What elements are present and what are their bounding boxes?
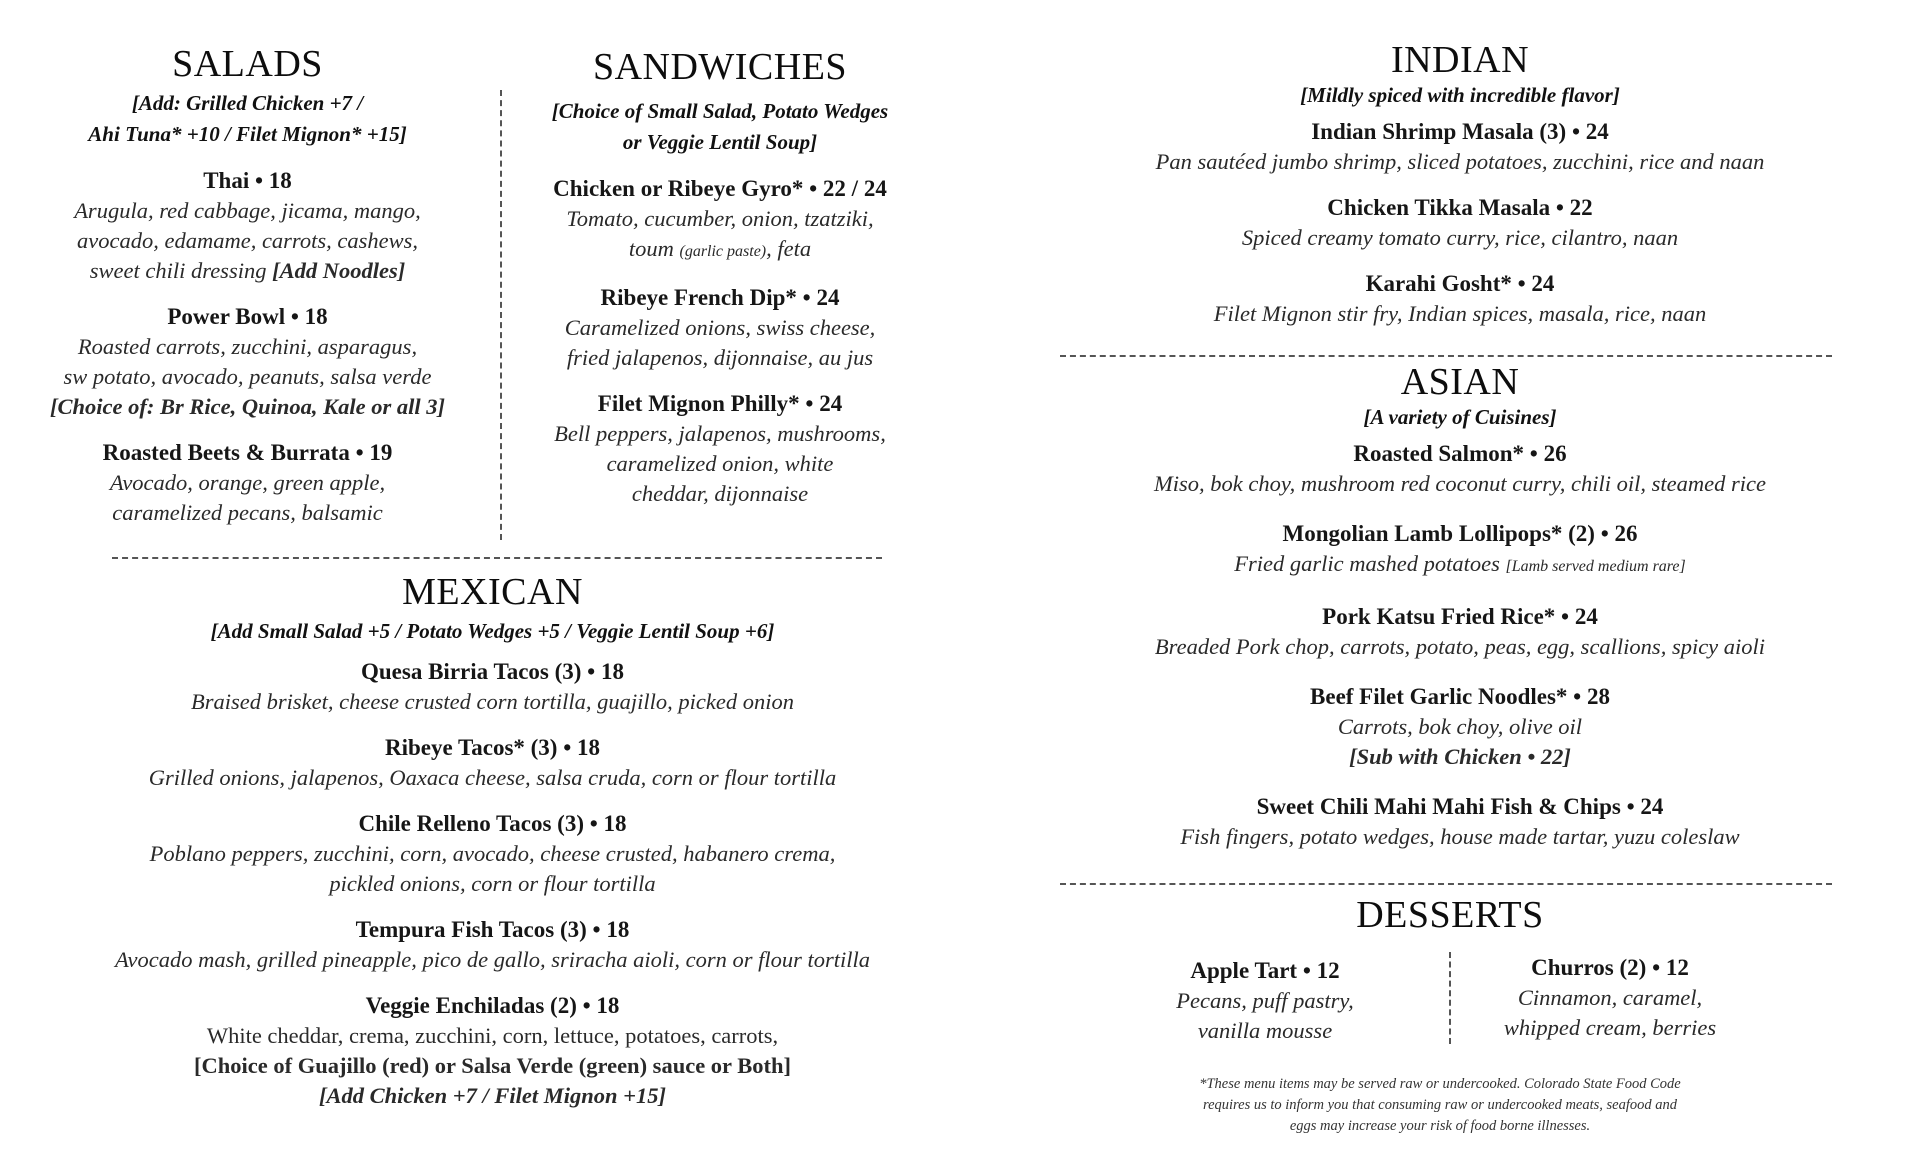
menu-item-ribeye-tacos: Ribeye Tacos* (3) • 18 Grilled onions, jalapenos, Oaxaca cheese, salsa cruda, corn or flour tortilla bbox=[148, 735, 837, 790]
menu-item-fish-tacos: Tempura Fish Tacos (3) • 18 Avocado mash, grilled pineapple, pico de gallo, sriracha aioli, corn or flour tortilla bbox=[115, 917, 870, 972]
dessert-apple-tart: Apple Tart • 12 Pecans, puff pastry, vanilla mousse bbox=[1176, 958, 1354, 1043]
menu-item-garlic-noodles: Beef Filet Garlic Noodles* • 28 Carrots, bok choy, olive oil [Sub with Chicken • 22] bbox=[1050, 682, 1870, 772]
sandwiches-note: [Choice of Small Salad, Potato Wedges or Veggie Lentil Soup] bbox=[551, 99, 889, 154]
menu-item-shrimp-masala: Indian Shrimp Masala (3) • 24 Pan sautéed jumbo shrimp, sliced potatoes, zucchini, rice and naan bbox=[1155, 119, 1765, 174]
sub-chicken-note: [Sub with Chicken • 22] bbox=[1349, 744, 1571, 769]
mexican-title: MEXICAN bbox=[402, 571, 583, 613]
indian-asian-divider bbox=[1060, 355, 1832, 357]
raw-food-disclaimer: *These menu items may be served raw or undercooked. Colorado State Food Code requires us to inform you that consuming raw or undercooked meats, seafood and eggs may increase your risk of food borne illnesses. bbox=[1199, 1076, 1681, 1134]
sandwiches-section bbox=[515, 45, 925, 509]
salads-title: SALADS bbox=[172, 43, 323, 85]
sauce-choice-note: [Choice of Guajillo (red) or Salsa Verde (green) sauce or Both] bbox=[193, 1053, 792, 1078]
indian-note: [Mildly spiced with incredible flavor] bbox=[1300, 83, 1620, 107]
menu-item-tikka-masala: Chicken Tikka Masala • 22 Spiced creamy tomato curry, rice, cilantro, naan bbox=[1241, 195, 1679, 250]
sandwiches-title: SANDWICHES bbox=[592, 46, 848, 88]
asian-title: ASIAN bbox=[1400, 361, 1520, 403]
dessert-churros: Churros (2) • 12 Cinnamon, caramel, whipped cream, berries bbox=[1503, 955, 1717, 1040]
mexican-note: [Add Small Salad +5 / Potato Wedges +5 / Veggie Lentil Soup +6] bbox=[210, 619, 775, 643]
menu-item-french-dip: Ribeye French Dip* • 24 Caramelized onions, swiss cheese, fried jalapenos, dijonnaise, au jus bbox=[564, 285, 876, 370]
indian-title: INDIAN bbox=[1390, 39, 1530, 81]
mexican-section bbox=[40, 570, 945, 1111]
asian-section bbox=[1050, 360, 1870, 852]
enchilada-add-note: [Add Chicken +7 / Filet Mignon +15] bbox=[319, 1083, 666, 1108]
menu-item-lamb-lollipops: Mongolian Lamb Lollipops* (2) • 26 Fried garlic mashed potatoes [Lamb served medium rare] bbox=[1234, 521, 1686, 576]
menu-item-chile-relleno: Chile Relleno Tacos (3) • 18 Poblano peppers, zucchini, corn, avocado, cheese crusted, habanero crema, pickled onions, corn or flour tortilla bbox=[149, 811, 836, 896]
desserts-divider bbox=[1449, 952, 1451, 1044]
menu-item-power-bowl: Power Bowl • 18 Roasted carrots, zucchini, asparagus, sw potato, avocado, peanuts, salsa verde [Choice of: Br Rice, Quinoa, Kale or all 3] bbox=[50, 302, 445, 422]
left-horizontal-divider bbox=[112, 557, 882, 559]
menu-item-roasted-beets: Roasted Beets & Burrata • 19 Avocado, orange, green apple, caramelized pecans, balsamic bbox=[102, 440, 393, 525]
menu-item-thai: Thai • 18 Arugula, red cabbage, jicama, mango, avocado, edamame, carrots, cashews, sweet chili dressing [Add Noodles] bbox=[74, 168, 421, 283]
menu-item-salmon: Roasted Salmon* • 26 Miso, bok choy, mushroom red coconut curry, chili oil, steamed rice bbox=[1154, 441, 1766, 496]
desserts-title: DESSERTS bbox=[1356, 894, 1544, 936]
add-noodles-note: [Add Noodles] bbox=[272, 258, 406, 283]
salads-note: [Add: Grilled Chicken +7 / Ahi Tuna* +10 / Filet Mignon* +15] bbox=[88, 91, 407, 146]
menu-item-enchiladas: Veggie Enchiladas (2) • 18 White cheddar, crema, zucchini, corn, lettuce, potatoes, carrots, [Choice of Guajillo (red) or Salsa Verde (green) sauce or Both] [Add Chicken +7 / Filet Mignon +15] bbox=[40, 991, 945, 1111]
menu-item-philly: Filet Mignon Philly* • 24 Bell peppers, jalapenos, mushrooms, caramelized onion, white cheddar, dijonnaise bbox=[554, 391, 886, 506]
salads-sandwiches-divider bbox=[500, 90, 502, 540]
salads-section bbox=[50, 42, 445, 528]
asian-note: [A variety of Cuisines] bbox=[1363, 405, 1557, 429]
menu-item-gyro: Chicken or Ribeye Gyro* • 22 / 24 Tomato, cucumber, onion, tzatziki, toum (garlic paste), feta bbox=[553, 176, 887, 261]
menu-item-birria-tacos: Quesa Birria Tacos (3) • 18 Braised brisket, cheese crusted corn tortilla, guajillo, picked onion bbox=[190, 659, 795, 714]
grain-choice-note: [Choice of: Br Rice, Quinoa, Kale or all 3] bbox=[50, 394, 445, 419]
menu-item-karahi-gosht: Karahi Gosht* • 24 Filet Mignon stir fry, Indian spices, masala, rice, naan bbox=[1213, 271, 1707, 326]
menu-item-katsu-rice: Pork Katsu Fried Rice* • 24 Breaded Pork chop, carrots, potato, peas, egg, scallions, spicy aioli bbox=[1154, 604, 1766, 659]
menu-item-mahi-mahi: Sweet Chili Mahi Mahi Fish & Chips • 24 Fish fingers, potato wedges, house made tartar, yuzu coleslaw bbox=[1180, 794, 1740, 849]
asian-desserts-divider bbox=[1060, 883, 1832, 885]
indian-section bbox=[1050, 38, 1870, 329]
